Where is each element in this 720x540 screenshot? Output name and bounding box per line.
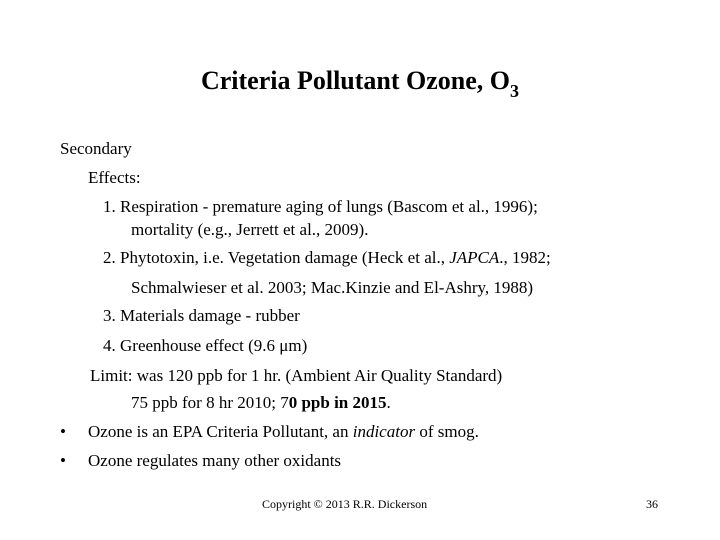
effect-3: 3. Materials damage - rubber: [103, 306, 300, 325]
slide-title-text: Criteria Pollutant Ozone, O: [200, 66, 511, 95]
bullet-2-marker: •: [60, 451, 66, 470]
effect-1-line-2: mortality (e.g., Jerrett et al., 2009).: [131, 220, 369, 239]
limit-line-2: [131, 392, 391, 414]
limit-line-1: Limit: was 120 ppb for 1 hr. (Ambient Air Quality Standard): [90, 366, 503, 385]
bullet-1-post: of smog.: [415, 422, 479, 441]
effect-4: 4. Greenhouse effect (9.6 μm): [103, 336, 308, 355]
page-number: 36: [646, 497, 658, 511]
slide-title-subscript: 3: [510, 81, 520, 101]
effect-2-journal: JAPCA: [449, 248, 500, 267]
effect-2-line-1: [103, 247, 551, 269]
bullet-1-text: [88, 421, 479, 443]
effect-2-line-2: Schmalwieser et al. 2003; Mac.Kinzie and El-Ashry, 1988): [131, 278, 534, 297]
effect-2-text-post: ., 1982;: [499, 248, 551, 267]
bullet-1-marker: •: [60, 422, 66, 441]
limit-line-2-bold: 0 ppb in 2015: [288, 393, 387, 412]
bullet-2-text: Ozone regulates many other oxidants: [88, 451, 342, 470]
limit-line-2-post: .: [386, 393, 391, 412]
copyright-footer: Copyright © 2013 R.R. Dickerson: [262, 497, 428, 511]
slide-title: [0, 64, 720, 100]
bullet-1-italic: indicator: [352, 422, 416, 441]
heading-effects: Effects:: [88, 168, 141, 187]
effect-2-text-pre: 2. Phytotoxin, i.e. Vegetation damage (Heck et al.,: [103, 248, 450, 267]
bullet-1-pre: Ozone is an EPA Criteria Pollutant, an: [88, 422, 353, 441]
effect-1-line-1: 1. Respiration - premature aging of lungs (Bascom et al., 1996);: [103, 197, 538, 216]
limit-line-2-pre: 75 ppb for 8 hr 2010; 7: [131, 393, 289, 412]
heading-secondary: Secondary: [60, 139, 132, 158]
